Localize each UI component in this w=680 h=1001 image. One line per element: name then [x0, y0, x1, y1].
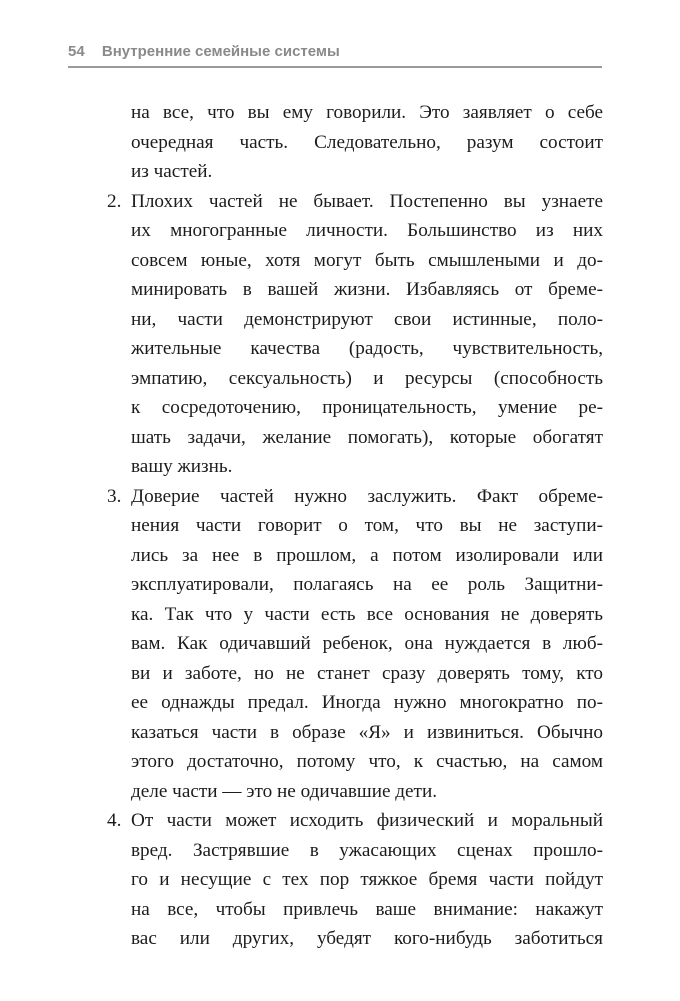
text-line: ви и заботе, но не станет сразу доверять тому, кто [131, 662, 603, 684]
list-marker: 3. [107, 485, 122, 507]
page-number: 54 [68, 43, 85, 60]
text-line: ее однажды предал. Иногда нужно многократно по- [131, 692, 603, 713]
text-line: вашу жизнь. [131, 456, 233, 477]
text-line: очередная часть. Следовательно, разум состоит [131, 131, 603, 153]
body-text [107, 98, 603, 954]
list-marker: 4. [107, 810, 122, 831]
text-line: жительные качества (радость, чувствительность, [131, 338, 603, 359]
text-line: минировать в вашей жизни. Избавляясь от бреме- [131, 279, 603, 300]
continuation-paragraph [131, 98, 603, 187]
text-line: казаться части в образе «Я» и извиниться. Обычно [131, 721, 603, 743]
text-line: на все, чтобы привлечь ваше внимание: накажут [131, 898, 603, 920]
text-line: лись за нее в прошлом, а потом изолировали или [131, 544, 603, 566]
text-line: вред. Застрявшие в ужасающих сценах прошло- [131, 839, 603, 861]
text-line: деле части — это не одичавшие дети. [131, 780, 438, 802]
text-line: ни, части демонстрируют свои истинные, поло- [131, 308, 603, 330]
text-line: шать задачи, желание помогать), которые обогатят [131, 426, 603, 448]
text-line: эксплуатировали, полагаясь на ее роль Защитни- [131, 574, 603, 595]
text-line: Доверие частей нужно заслужить. Факт обреме- [131, 485, 603, 507]
text-line: совсем юные, хотя могут быть смышлеными и до- [131, 249, 603, 271]
text-line: вас или других, убедят кого-нибудь заботиться [131, 928, 603, 949]
text-line: к сосредоточению, проницательность, умение ре- [131, 397, 603, 418]
text-line: из частей. [131, 161, 213, 182]
text-line: От части может исходить физический и моральный [131, 810, 603, 831]
list-item-2 [107, 187, 603, 482]
text-line: на все, что вы ему говорили. Это заявляет о себе [131, 102, 603, 123]
running-title: Внутренние семейные системы [101, 43, 340, 60]
text-line: нения части говорит о том, что вы не заступи- [131, 515, 603, 536]
list-marker: 2. [107, 190, 122, 212]
text-line: эмпатию, сексуальность) и ресурсы (способность [131, 367, 603, 389]
text-line: этого достаточно, потому что, к счастью, на самом [131, 751, 603, 772]
page-header [68, 38, 602, 68]
text-line: го и несущие с тех пор тяжкое бремя части пойдут [131, 869, 603, 890]
list-item-4 [107, 806, 603, 954]
text-line: вам. Как одичавший ребенок, она нуждается в люб- [131, 633, 603, 654]
list-item-3 [107, 482, 603, 807]
text-line: ка. Так что у части есть все основания не доверять [131, 603, 603, 625]
text-line: их многогранные личности. Большинство из них [131, 220, 603, 241]
text-line: Плохих частей не бывает. Постепенно вы узнаете [131, 190, 603, 212]
